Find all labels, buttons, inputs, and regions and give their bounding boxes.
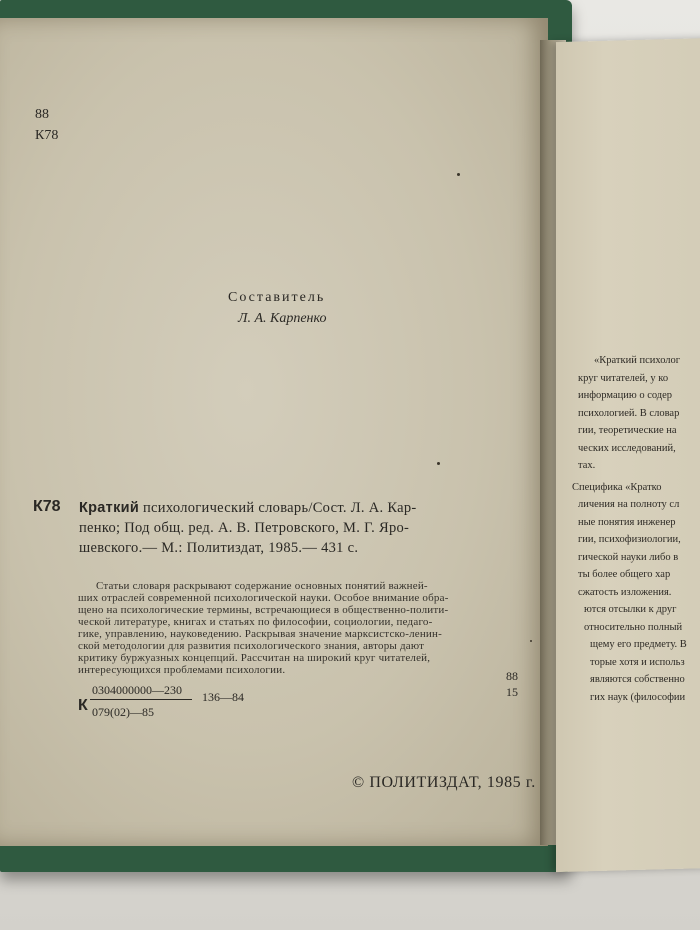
right-line: гих наук (философии	[590, 691, 686, 703]
code-numerator: 0304000000—230	[92, 683, 182, 697]
right-line: информацию о содер	[578, 390, 673, 401]
classification-line: 88	[35, 107, 49, 122]
right-line: круг читателей, у ко	[578, 372, 669, 384]
paper-speck	[530, 640, 532, 642]
right-line: сжатость изложения.	[578, 586, 672, 598]
index-fraction	[506, 668, 518, 700]
abstract-line: ших отраслей современной психологической науки. Особое внимание обра-	[78, 592, 449, 604]
classification-mark	[35, 104, 58, 146]
abstract-line: критику буржуазных концепций. Рассчитан на широкий круг читателей,	[78, 652, 431, 664]
code-letter: К	[78, 697, 88, 714]
right-line: торые хотя и использ	[590, 656, 685, 668]
code-fraction-line	[90, 699, 192, 700]
right-line: относительно полный	[584, 621, 683, 633]
copyright-icon: ©	[352, 774, 365, 791]
right-line: Специфика «Кратко	[572, 481, 662, 493]
right-line: ческих исследований,	[578, 442, 676, 454]
right-line: психологией. В словар	[578, 407, 680, 419]
classification-line: К78	[35, 128, 59, 143]
right-line: щему его предмету. В	[590, 639, 687, 650]
right-line: ются отсылки к друг	[584, 604, 677, 615]
abstract-line: ческой литературе, книгах и статьях по философии, социологии, педаго-	[78, 616, 433, 628]
abstract-line: интересующихся проблемами психологии.	[78, 664, 286, 676]
right-line: «Краткий психолог	[594, 355, 681, 366]
copyright-notice	[352, 774, 536, 792]
right-line: тах.	[578, 460, 596, 471]
code-denominator: 079(02)—85	[92, 705, 154, 719]
right-line: ные понятия инженер	[578, 516, 676, 528]
bib-line: шевского.— М.: Политиздат, 1985.— 431 с.	[79, 540, 359, 556]
bib-line	[79, 498, 417, 518]
index-number: 88	[506, 669, 518, 683]
copyright-text: ПОЛИТИЗДАТ, 1985 г.	[364, 774, 536, 791]
paper-speck	[437, 462, 440, 465]
code-suffix: 136—84	[202, 690, 244, 704]
abstract	[78, 580, 449, 676]
left-page	[0, 18, 548, 846]
bibliographic-record	[79, 498, 417, 558]
abstract-line: Статьи словаря раскрывают содержание основных понятий важней-	[96, 580, 428, 592]
abstract-line: гике, управлению, науковедению. Раскрывая значение марксистско-ленин-	[78, 628, 442, 640]
right-page-text	[572, 352, 687, 706]
index-number: 15	[506, 685, 518, 699]
compiler-label: Составитель	[228, 290, 326, 305]
bib-line-rest: психологический словарь/Сост. Л. А. Кар-	[139, 500, 417, 516]
right-line: гии, теоретические на	[578, 425, 677, 436]
abstract-line: щено на психологические термины, встречающиеся в общественно-полити-	[78, 604, 449, 616]
right-line: гии, психофизиологии,	[578, 534, 681, 545]
right-line: ты более общего хар	[578, 569, 671, 580]
book-title-word: Краткий	[79, 500, 140, 516]
compiler-name: Л. А. Карпенко	[238, 311, 327, 326]
abstract-line: ской методологии для развития психологического знания, авторы дают	[78, 640, 425, 652]
right-line: гической науки либо в	[578, 551, 679, 563]
right-line: личения на полноту сл	[578, 499, 680, 510]
paper-speck	[457, 173, 460, 176]
bib-line: пенко; Под общ. ред. А. В. Петровского, М. Г. Яро-	[79, 520, 410, 536]
catalog-code: К78	[33, 498, 61, 515]
right-line: являются собственно	[590, 674, 685, 685]
